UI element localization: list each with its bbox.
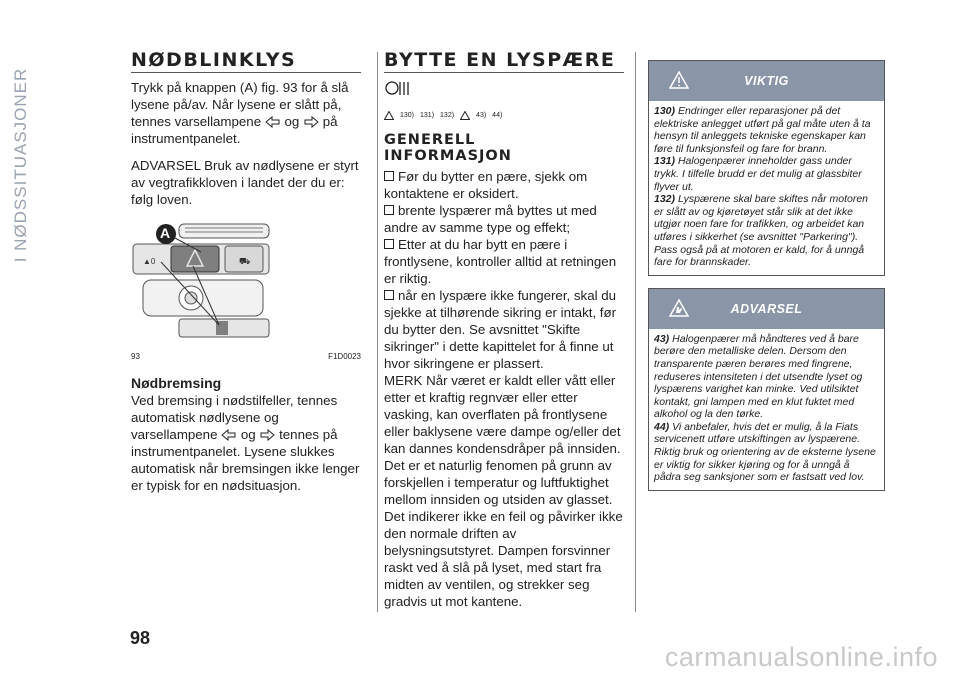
caution-triangle-icon bbox=[460, 111, 470, 120]
section-heading: BYTTE EN LYSPÆRE bbox=[384, 52, 624, 73]
column-bulb-replacement bbox=[384, 49, 624, 620]
ref-44[interactable]: 44) bbox=[492, 112, 503, 119]
figure-number: 93 bbox=[131, 352, 140, 361]
list-item: brente lyspærer må byttes ut med andre av samme type og effekt; bbox=[384, 203, 597, 235]
warning-box bbox=[648, 288, 885, 491]
column-divider bbox=[377, 52, 378, 612]
watermark: carmanualsonline.info bbox=[664, 642, 938, 672]
figure-caption bbox=[131, 348, 361, 365]
paragraph: Trykk på knappen (A) fig. 93 for å slå lysene på/av. Når lysene er slått på, tennes varsellampene og på instrumentpanelet. bbox=[131, 80, 349, 146]
warning-header bbox=[649, 289, 884, 329]
bullet-square-icon bbox=[384, 205, 394, 215]
figure-code: F1D0023 bbox=[328, 352, 361, 361]
warning-title: ADVARSEL bbox=[730, 301, 803, 316]
important-item: 131) Halogenpærer inneholder gass under trykk. I tilfelle brudd er det mulig at glassbiter flyver ut. bbox=[654, 155, 862, 193]
important-title: VIKTIG bbox=[744, 74, 789, 88]
caution-triangle-icon bbox=[384, 111, 394, 120]
important-box bbox=[648, 60, 885, 276]
turn-right-indicator-icon bbox=[259, 429, 275, 441]
warning-body bbox=[649, 329, 884, 490]
bullet-square-icon bbox=[384, 239, 394, 249]
svg-text:⛟: ⛟ bbox=[239, 256, 251, 266]
section-heading: NØDBLINKLYS bbox=[131, 52, 361, 73]
paragraph-warning: ADVARSEL Bruk av nødlysene er styrt av vegtrafikkloven i landet der du er: følg loven. bbox=[131, 158, 359, 207]
dashboard-illustration bbox=[131, 222, 271, 342]
list-item: Etter at du har bytt en pære i frontlysene, kontroller alltid at retningen er riktig. bbox=[384, 237, 617, 286]
important-item: 130) Endringer eller reparasjoner på det elektriske anlegget utført på gal måte uten å ta hensyn til anleggets tekniske egenskaper kan føre til funksjonsfeil og fare for brann. bbox=[654, 105, 871, 155]
warning-item: 44) Vi anbefaler, hvis det er mulig, å la Fiats servicenett utføre utskiftingen av lyspærene. Riktig bruk og orientering av de eksterne lysene er viktig for sikker kjøring og for å unngå å pådra seg sanksjoner som er fastsatt ved lov. bbox=[654, 420, 876, 484]
note-paragraph: MERK Når været er kaldt eller vått eller etter et kraftig regnvær eller etter vasking, kan overflaten på frontlysene eller baklysene være dampe og/eller det kan dannes kondensdråper på innsiden. Det er et naturlig fenomen på grunn av forskjellen i temperatur og luftfuktighet mellom innsiden og utsiden av glasset. Det indikerer ikke en feil og påvirker ikke den normale driften av belysningsutstyret. Dampen forsvinner raskt ved å slå på lyset, med start fra midten av ventilen, og strekker seg gradvis ut mot kantene. bbox=[384, 373, 623, 609]
bulb-icon bbox=[384, 79, 412, 99]
figure-hazard-button bbox=[131, 222, 271, 342]
reference-list bbox=[384, 107, 624, 124]
turn-left-indicator-icon bbox=[265, 116, 281, 128]
sub-heading: GENERELL INFORMASJON bbox=[384, 132, 512, 164]
svg-text:▲0: ▲0 bbox=[143, 257, 156, 266]
paragraph: Ved bremsing i nødstilfeller, tennes automatisk nødlysene og varsellampene og tennes på instrumentpanelet. Lysene slukkes automatisk når bremsingen ikke lenger er typisk for en nødsituasjon. bbox=[131, 393, 360, 493]
turn-right-indicator-icon bbox=[303, 116, 319, 128]
page-number: 98 bbox=[130, 628, 151, 648]
bullet-square-icon bbox=[384, 171, 394, 181]
ref-132[interactable]: 132) bbox=[440, 112, 455, 119]
column-hazard-lights bbox=[131, 49, 361, 504]
list-item: når en lyspære ikke fungerer, skal du sjekke at tilhørende sikring er intakt, før du bytter den. Se avsnittet "Skifte sikringer" i dette kapittelet for å finne ut hvor sikringene er plassert. bbox=[384, 288, 617, 371]
ref-43[interactable]: 43) bbox=[476, 112, 487, 119]
turn-left-indicator-icon bbox=[221, 429, 237, 441]
important-header bbox=[649, 61, 884, 101]
sub-heading: Nødbremsing bbox=[131, 375, 222, 391]
list-item: Før du bytter en pære, sjekk om kontaktene er oksidert. bbox=[384, 169, 588, 201]
warning-item: 43) Halogenpærer må håndteres ved å bare berøre den metalliske delen. Dersom den transparente pæren berøres med fingrene, reduseres intensiteten i det utsendte lyset og lyspærens varighet kan minke. Ved utilsiktet kontakt, gni lampen med en klut fuktet med alkohol og la den tørke. bbox=[654, 332, 863, 421]
ref-131[interactable]: 131) bbox=[420, 112, 435, 119]
ref-130[interactable]: 130) bbox=[400, 112, 415, 119]
column-divider bbox=[635, 52, 636, 612]
figure-callout-label: A bbox=[160, 225, 171, 241]
important-body bbox=[649, 101, 884, 275]
important-item: 132) Lyspærene skal bare skiftes når motoren er slått av og kjøretøyet står slik at det ikke utgjør noen fare for trafikken, og arbeidet kan utføres i sikkerhet (se avsnittet "Parkering"). Pass også på at motoren er kald, for å unngå fare for brannskader. bbox=[654, 193, 869, 269]
column-warnings bbox=[648, 60, 885, 503]
chapter-side-tab: I NØDSSITUASJONER bbox=[11, 67, 30, 263]
bullet-square-icon bbox=[384, 290, 394, 300]
